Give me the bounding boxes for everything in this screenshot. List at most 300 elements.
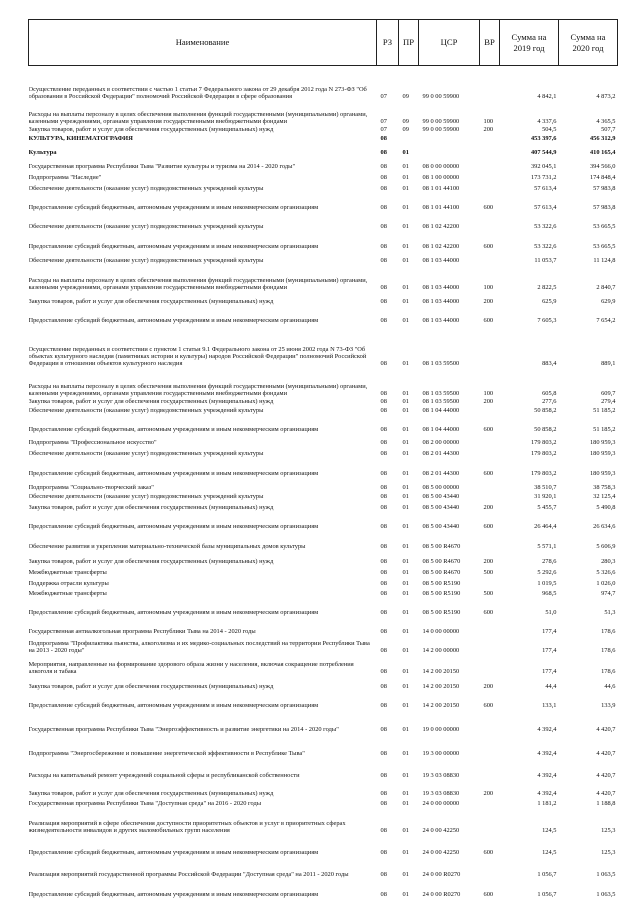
row-rz: 08 bbox=[380, 569, 387, 577]
row-rz: 08 bbox=[380, 185, 387, 193]
row-vr bbox=[480, 531, 500, 551]
row-sum-2020: 38 758,3 bbox=[593, 484, 616, 492]
row-sum-2020: 279,4 bbox=[601, 398, 616, 406]
row-name: Обеспечение деятельности (оказание услуг) подведомственных учреждений культуры bbox=[28, 450, 264, 458]
row-pr: 01 bbox=[402, 772, 409, 780]
table-row bbox=[29, 676, 618, 691]
row-vr bbox=[480, 636, 500, 655]
row-sum-2019: 51,0 bbox=[545, 609, 557, 617]
row-sum-2019: 1 181,2 bbox=[537, 800, 557, 808]
row-rz: 08 bbox=[380, 439, 387, 447]
row-name: Обеспечение деятельности (оказание услуг) подведомственных учреждений культуры bbox=[28, 493, 264, 501]
row-csr: 08 1 03 44000 bbox=[422, 317, 460, 325]
row-csr: 19 3 03 08830 bbox=[422, 790, 460, 798]
row-sum-2019: 625,9 bbox=[542, 298, 557, 306]
row-sum-2020: 51 185,2 bbox=[593, 407, 616, 415]
row-rz: 08 bbox=[380, 871, 387, 879]
row-rz: 08 bbox=[380, 360, 387, 368]
row-name: Подпрограмма "Наследие" bbox=[28, 174, 102, 182]
row-name: Закупка товаров, работ и услуг для обеспечения государственных (муниципальных) нужд bbox=[28, 398, 274, 406]
row-sum-2020: 629,9 bbox=[601, 298, 616, 306]
row-sum-2019: 50 858,2 bbox=[534, 426, 557, 434]
row-csr: 08 1 03 59500 bbox=[422, 398, 460, 406]
table-row bbox=[29, 171, 618, 182]
table-row bbox=[29, 857, 618, 879]
row-pr: 01 bbox=[402, 284, 409, 292]
row-sum-2019: 4 337,6 bbox=[537, 118, 557, 126]
row-name: Предоставление субсидий бюджетным, автономным учреждениям и иным некоммерческим организациям bbox=[28, 426, 319, 434]
row-sum-2019: 179 803,2 bbox=[530, 439, 557, 447]
row-sum-2019: 5 455,7 bbox=[537, 504, 557, 512]
row-rz: 08 bbox=[380, 407, 387, 415]
row-name: Государственная программа Республики Тыва "Развитие культуры и туризма на 2014 - 2020 годы" bbox=[28, 163, 296, 171]
table-row bbox=[29, 588, 618, 598]
table-row bbox=[29, 798, 618, 808]
row-csr: 24 0 00 00000 bbox=[422, 800, 460, 808]
row-csr: 08 1 03 44000 bbox=[422, 257, 460, 265]
row-vr bbox=[480, 406, 500, 415]
row-name: Предоставление субсидий бюджетным, автономным учреждениям и иным некоммерческим организациям bbox=[28, 702, 319, 710]
table-row bbox=[29, 551, 618, 566]
row-rz: 08 bbox=[380, 470, 387, 478]
row-name: Межбюджетные трансферты bbox=[28, 590, 107, 598]
row-vr bbox=[480, 171, 500, 182]
table-row bbox=[29, 101, 618, 126]
row-sum-2020: 26 634,6 bbox=[593, 523, 616, 531]
row-rz: 08 bbox=[380, 750, 387, 758]
row-name: Расходы на выплаты персоналу в целях обеспечения выполнения функций государственными (муниципальными) органами, казенными учреждениями, органами управления государственными внебюджетными фондами bbox=[28, 110, 368, 126]
row-name: Предоставление субсидий бюджетным, автономным учреждениям и иным некоммерческим организациям bbox=[28, 891, 319, 899]
row-name: Государственная программа Республики Тыва "Доступная среда" на 2016 - 2020 годы bbox=[28, 800, 262, 808]
row-vr: 100 bbox=[483, 390, 494, 398]
row-name: Подпрограмма "Социально-творческий заказ" bbox=[28, 484, 154, 492]
table-row bbox=[29, 734, 618, 758]
row-sum-2020: 180 959,3 bbox=[589, 470, 616, 478]
row-pr: 01 bbox=[402, 163, 409, 171]
row-sum-2020: 1 188,8 bbox=[596, 800, 616, 808]
row-vr bbox=[480, 808, 500, 835]
row-pr: 01 bbox=[402, 683, 409, 691]
header-sum-2020: Сумма на 2020 год bbox=[559, 20, 618, 66]
row-sum-2019: 504,5 bbox=[542, 126, 557, 134]
row-vr bbox=[480, 143, 500, 157]
row-name: Предоставление субсидий бюджетным, автономным учреждениям и иным некоммерческим организациям bbox=[28, 523, 319, 531]
row-rz: 08 bbox=[380, 493, 387, 501]
row-sum-2019: 173 731,2 bbox=[530, 174, 557, 182]
row-vr: 200 bbox=[483, 558, 494, 566]
row-rz: 08 bbox=[380, 668, 387, 676]
row-name: Предоставление субсидий бюджетным, автономным учреждениям и иным некоммерческим организациям bbox=[28, 204, 319, 212]
row-name: Государственная антиалкогольная программа Республики Тыва на 2014 - 2020 годы bbox=[28, 628, 256, 636]
row-name: Подпрограмма "Энергосбережение и повышение энергетической эффективности в Республике Тыва" bbox=[28, 750, 305, 758]
row-csr: 08 5 00 R5190 bbox=[422, 580, 461, 588]
row-pr: 01 bbox=[402, 647, 409, 655]
row-pr: 01 bbox=[402, 204, 409, 212]
row-pr: 01 bbox=[402, 298, 409, 306]
row-name: Закупка товаров, работ и услуг для обеспечения государственных (муниципальных) нужд bbox=[28, 790, 274, 798]
row-sum-2020: 125,3 bbox=[601, 849, 616, 857]
row-csr: 08 5 00 43440 bbox=[422, 493, 460, 501]
row-pr: 01 bbox=[402, 257, 409, 265]
row-sum-2020: 5 606,9 bbox=[596, 543, 616, 551]
row-csr: 08 1 00 00000 bbox=[422, 174, 460, 182]
row-name: Предоставление субсидий бюджетным, автономным учреждениям и иным некоммерческим организациям bbox=[28, 470, 319, 478]
budget-table-page bbox=[28, 19, 617, 899]
row-sum-2019: 4 392,4 bbox=[537, 750, 557, 758]
row-vr: 600 bbox=[483, 204, 494, 212]
row-rz: 08 bbox=[380, 849, 387, 857]
row-sum-2020: 2 840,7 bbox=[596, 284, 616, 292]
row-sum-2019: 124,5 bbox=[542, 827, 557, 835]
row-csr: 08 1 03 44000 bbox=[422, 284, 460, 292]
header-rz: РЗ bbox=[377, 20, 399, 66]
row-sum-2020: 32 125,4 bbox=[593, 493, 616, 501]
row-name: Реализация мероприятий государственной программы Российской Федерации "Доступная среда" на 2011 - 2020 годы bbox=[28, 871, 349, 879]
row-rz: 07 bbox=[380, 126, 387, 134]
row-csr: 08 5 00 R4670 bbox=[422, 558, 461, 566]
table-row bbox=[29, 512, 618, 531]
row-rz: 08 bbox=[380, 243, 387, 251]
row-sum-2019: 57 613,4 bbox=[534, 204, 557, 212]
row-sum-2020: 44,6 bbox=[604, 683, 616, 691]
row-sum-2020: 5 490,8 bbox=[596, 504, 616, 512]
row-pr: 01 bbox=[402, 504, 409, 512]
row-rz: 08 bbox=[380, 298, 387, 306]
row-sum-2020: 4 365,5 bbox=[596, 118, 616, 126]
row-rz: 08 bbox=[380, 891, 387, 899]
row-sum-2019: 133,1 bbox=[542, 702, 557, 710]
row-sum-2019: 31 920,1 bbox=[534, 493, 557, 501]
row-rz: 08 bbox=[380, 790, 387, 798]
table-row bbox=[29, 617, 618, 636]
row-sum-2020: 178,6 bbox=[601, 668, 616, 676]
row-csr: 08 2 01 44300 bbox=[422, 470, 460, 478]
row-name: Государственная программа Республики Тыва "Энергоэффективность и развитие энергетики на 2014 - 2020 годы" bbox=[28, 726, 339, 734]
row-csr: 08 0 00 00000 bbox=[422, 163, 460, 171]
row-sum-2019: 53 322,6 bbox=[534, 223, 557, 231]
row-name: Межбюджетные трансферты bbox=[28, 569, 107, 577]
row-rz: 08 bbox=[380, 609, 387, 617]
row-vr bbox=[480, 710, 500, 734]
row-sum-2020: 456 312,9 bbox=[589, 135, 616, 143]
row-vr bbox=[480, 251, 500, 265]
row-pr: 01 bbox=[402, 426, 409, 434]
row-sum-2019: 177,4 bbox=[542, 628, 557, 636]
table-row bbox=[29, 415, 618, 434]
row-sum-2020: 178,6 bbox=[601, 628, 616, 636]
row-csr: 08 1 01 44100 bbox=[422, 204, 460, 212]
row-pr: 01 bbox=[402, 590, 409, 598]
table-row bbox=[29, 251, 618, 265]
row-csr: 99 0 00 59900 bbox=[422, 126, 460, 134]
row-rz: 08 bbox=[380, 772, 387, 780]
table-row bbox=[29, 143, 618, 157]
row-pr: 01 bbox=[402, 628, 409, 636]
table-row bbox=[29, 193, 618, 212]
row-name: Подпрограмма "Профилактика пьянства, алкоголизма и их медико-социальных последствий на территории Республики Тыва на 2013 - 2020 годы" bbox=[28, 639, 370, 655]
row-vr bbox=[480, 447, 500, 458]
table-row bbox=[29, 306, 618, 325]
row-rz: 08 bbox=[380, 726, 387, 734]
row-sum-2020: 133,9 bbox=[601, 702, 616, 710]
row-name: Закупка товаров, работ и услуг для обеспечения государственных (муниципальных) нужд bbox=[28, 126, 274, 134]
row-name: Осуществление переданных в соответствии с частью 1 статьи 7 Федерального закона от 29 декабря 2012 года N 273-ФЗ "Об образовании в Российской Федерации" полномочий Российской Федерации в сфере образования bbox=[28, 85, 367, 101]
table-row bbox=[29, 231, 618, 251]
row-pr: 01 bbox=[402, 668, 409, 676]
row-name: Подпрограмма "Профессиональное искусство" bbox=[28, 439, 157, 447]
row-pr: 01 bbox=[402, 407, 409, 415]
row-sum-2019: 179 803,2 bbox=[530, 470, 557, 478]
row-sum-2020: 410 165,4 bbox=[589, 149, 616, 157]
row-sum-2020: 51,3 bbox=[604, 609, 616, 617]
row-rz: 08 bbox=[380, 504, 387, 512]
row-sum-2020: 180 959,3 bbox=[589, 450, 616, 458]
row-pr: 01 bbox=[402, 790, 409, 798]
table-row bbox=[29, 577, 618, 588]
row-vr: 500 bbox=[483, 569, 494, 577]
row-sum-2019: 124,5 bbox=[542, 849, 557, 857]
row-name: Расходы на выплаты персоналу в целях обеспечения выполнения функций государственными (муниципальными) органами, казенными учреждениями, органами управления государственными внебюджетными фондами bbox=[28, 276, 368, 292]
row-pr: 01 bbox=[402, 800, 409, 808]
row-name: Реализация мероприятий в сфере обеспечения доступности приоритетных объектов и услуг в приоритетных сферах жизнедеятельности инвалидов и других маломобильных групп населения bbox=[28, 819, 346, 835]
row-pr: 01 bbox=[402, 223, 409, 231]
row-sum-2020: 4 420,7 bbox=[596, 790, 616, 798]
row-rz: 07 bbox=[380, 93, 387, 101]
row-sum-2020: 4 873,2 bbox=[596, 93, 616, 101]
row-name: Обеспечение деятельности (оказание услуг) подведомственных учреждений культуры bbox=[28, 407, 264, 415]
row-sum-2020: 11 124,8 bbox=[593, 257, 616, 265]
row-vr bbox=[480, 734, 500, 758]
row-vr: 200 bbox=[483, 790, 494, 798]
row-rz: 08 bbox=[380, 135, 387, 143]
row-rz: 07 bbox=[380, 118, 387, 126]
row-sum-2019: 4 392,4 bbox=[537, 772, 557, 780]
row-csr: 99 0 00 59900 bbox=[422, 118, 460, 126]
row-vr bbox=[480, 134, 500, 143]
table-row bbox=[29, 212, 618, 231]
row-sum-2020: 974,7 bbox=[601, 590, 616, 598]
row-pr: 01 bbox=[402, 484, 409, 492]
row-sum-2019: 1 056,7 bbox=[537, 871, 557, 879]
table-row bbox=[29, 636, 618, 655]
row-name: Закупка товаров, работ и услуг для обеспечения государственных (муниципальных) нужд bbox=[28, 683, 274, 691]
row-sum-2019: 1 019,5 bbox=[537, 580, 557, 588]
row-csr: 99 0 00 59900 bbox=[422, 93, 460, 101]
row-name: Предоставление субсидий бюджетным, автономным учреждениям и иным некоммерческим организациям bbox=[28, 317, 319, 325]
row-sum-2019: 968,5 bbox=[542, 590, 557, 598]
row-sum-2019: 4 392,4 bbox=[537, 790, 557, 798]
row-rz: 08 bbox=[380, 647, 387, 655]
row-sum-2020: 609,7 bbox=[601, 390, 616, 398]
row-name: Расходы на капитальный ремонт учреждений социальной сферы и республиканской собственности bbox=[28, 772, 300, 780]
row-sum-2019: 11 053,7 bbox=[534, 257, 557, 265]
row-name: Осуществление переданных в соответствии с пунктом 1 статьи 9.1 Федерального закона от 25 июня 2002 года N 73-ФЗ "Об объектах культурного наследия (памятниках истории и культуры) народов Российской Федерации" полномочий Российской Федерации в отношении объектов культурного наследия bbox=[28, 345, 367, 368]
row-vr: 600 bbox=[483, 470, 494, 478]
row-vr bbox=[480, 577, 500, 588]
header-vr: ВР bbox=[480, 20, 500, 66]
row-vr bbox=[480, 798, 500, 808]
table-row bbox=[29, 655, 618, 676]
row-csr: 24 0 00 R0270 bbox=[422, 871, 461, 879]
row-sum-2020: 394 566,0 bbox=[589, 163, 616, 171]
row-csr: 14 0 00 00000 bbox=[422, 628, 460, 636]
row-sum-2019: 453 397,6 bbox=[530, 135, 557, 143]
row-name: Предоставление субсидий бюджетным, автономным учреждениям и иным некоммерческим организациям bbox=[28, 609, 319, 617]
row-rz: 08 bbox=[380, 523, 387, 531]
row-pr: 01 bbox=[402, 580, 409, 588]
row-rz: 08 bbox=[380, 317, 387, 325]
row-vr bbox=[480, 478, 500, 492]
row-csr: 08 1 04 44000 bbox=[422, 426, 460, 434]
row-csr: 19 0 00 00000 bbox=[422, 726, 460, 734]
row-pr: 01 bbox=[402, 390, 409, 398]
row-sum-2020: 57 983,8 bbox=[593, 185, 616, 193]
row-pr: 01 bbox=[402, 360, 409, 368]
table-row bbox=[29, 325, 618, 368]
row-csr: 14 2 00 20150 bbox=[422, 702, 460, 710]
row-vr: 600 bbox=[483, 702, 494, 710]
row-sum-2019: 2 822,5 bbox=[537, 284, 557, 292]
row-vr: 600 bbox=[483, 891, 494, 899]
row-csr: 08 1 02 42200 bbox=[422, 243, 460, 251]
row-name: Предоставление субсидий бюджетным, автономным учреждениям и иным некоммерческим организациям bbox=[28, 243, 319, 251]
row-name: Культура bbox=[28, 149, 57, 157]
row-csr: 08 5 00 R5190 bbox=[422, 590, 461, 598]
row-sum-2019: 4 842,1 bbox=[537, 93, 557, 101]
row-pr: 01 bbox=[402, 185, 409, 193]
table-row bbox=[29, 879, 618, 899]
row-pr: 01 bbox=[402, 317, 409, 325]
row-pr: 01 bbox=[402, 493, 409, 501]
table-header bbox=[29, 20, 618, 66]
row-name: Обеспечение деятельности (оказание услуг) подведомственных учреждений культуры bbox=[28, 257, 264, 265]
row-pr: 01 bbox=[402, 149, 409, 157]
row-csr: 08 1 02 42200 bbox=[422, 223, 460, 231]
row-sum-2019: 177,4 bbox=[542, 647, 557, 655]
row-pr: 01 bbox=[402, 174, 409, 182]
row-vr bbox=[480, 655, 500, 676]
row-vr bbox=[480, 182, 500, 193]
row-sum-2019: 278,6 bbox=[542, 558, 557, 566]
row-pr: 01 bbox=[402, 470, 409, 478]
row-csr: 08 5 00 R4670 bbox=[422, 543, 461, 551]
row-csr: 24 0 00 R0270 bbox=[422, 891, 461, 899]
row-csr: 08 5 00 R4670 bbox=[422, 569, 461, 577]
row-sum-2020: 4 420,7 bbox=[596, 772, 616, 780]
row-rz: 08 bbox=[380, 558, 387, 566]
row-name: Мероприятия, направленные на формирование здорового образа жизни у населения, включая сокращение потребления алкоголя и табака bbox=[28, 660, 354, 676]
table-row bbox=[29, 691, 618, 710]
row-vr: 600 bbox=[483, 243, 494, 251]
row-sum-2020: 174 848,4 bbox=[589, 174, 616, 182]
row-csr: 08 5 00 R5190 bbox=[422, 609, 461, 617]
row-sum-2019: 177,4 bbox=[542, 668, 557, 676]
row-rz: 08 bbox=[380, 223, 387, 231]
row-sum-2019: 50 858,2 bbox=[534, 407, 557, 415]
row-csr: 14 2 00 00000 bbox=[422, 647, 460, 655]
row-sum-2020: 1 063,5 bbox=[596, 891, 616, 899]
row-csr: 14 2 00 20150 bbox=[422, 683, 460, 691]
row-rz: 08 bbox=[380, 683, 387, 691]
header-pr: ПР bbox=[399, 20, 419, 66]
row-rz: 08 bbox=[380, 484, 387, 492]
table-row bbox=[29, 710, 618, 734]
row-pr: 01 bbox=[402, 543, 409, 551]
row-pr bbox=[399, 134, 419, 143]
row-rz: 08 bbox=[380, 257, 387, 265]
row-vr: 600 bbox=[483, 523, 494, 531]
row-pr: 01 bbox=[402, 439, 409, 447]
table-body bbox=[29, 66, 618, 899]
row-sum-2019: 57 613,4 bbox=[534, 185, 557, 193]
row-rz: 08 bbox=[380, 163, 387, 171]
row-sum-2020: 51 185,2 bbox=[593, 426, 616, 434]
row-name: Расходы на выплаты персоналу в целях обеспечения выполнения функций государственными (муниципальными) органами, казенными учреждениями, органами управления государственными внебюджетными фондами bbox=[28, 382, 368, 398]
row-csr: 08 1 03 59500 bbox=[422, 360, 460, 368]
row-rz: 08 bbox=[380, 827, 387, 835]
row-csr: 14 2 00 20150 bbox=[422, 668, 460, 676]
row-csr: 08 2 01 44300 bbox=[422, 450, 460, 458]
row-csr: 08 1 04 44000 bbox=[422, 407, 460, 415]
row-sum-2020: 53 665,5 bbox=[593, 223, 616, 231]
row-sum-2019: 4 392,4 bbox=[537, 726, 557, 734]
row-rz: 08 bbox=[380, 702, 387, 710]
row-rz: 08 bbox=[380, 590, 387, 598]
row-vr bbox=[480, 212, 500, 231]
row-vr bbox=[480, 857, 500, 879]
row-csr: 08 5 00 43440 bbox=[422, 523, 460, 531]
row-rz: 08 bbox=[380, 543, 387, 551]
table-row bbox=[29, 531, 618, 551]
row-vr: 100 bbox=[483, 284, 494, 292]
row-sum-2019: 883,4 bbox=[542, 360, 557, 368]
table-row bbox=[29, 157, 618, 171]
row-name: Закупка товаров, работ и услуг для обеспечения государственных (муниципальных) нужд bbox=[28, 558, 274, 566]
row-csr: 08 1 03 44000 bbox=[422, 298, 460, 306]
row-pr: 01 bbox=[402, 750, 409, 758]
row-vr: 200 bbox=[483, 298, 494, 306]
row-sum-2020: 280,3 bbox=[601, 558, 616, 566]
row-pr: 09 bbox=[402, 93, 409, 101]
row-name: Закупка товаров, работ и услуг для обеспечения государственных (муниципальных) нужд bbox=[28, 298, 274, 306]
row-vr bbox=[480, 758, 500, 780]
row-rz: 08 bbox=[380, 580, 387, 588]
row-sum-2020: 1 063,5 bbox=[596, 871, 616, 879]
row-sum-2019: 392 045,1 bbox=[530, 163, 557, 171]
row-rz: 08 bbox=[380, 426, 387, 434]
row-pr: 09 bbox=[402, 126, 409, 134]
row-vr: 200 bbox=[483, 398, 494, 406]
row-name: КУЛЬТУРА, КИНЕМАТОГРАФИЯ bbox=[28, 135, 133, 143]
row-pr: 01 bbox=[402, 523, 409, 531]
table-row bbox=[29, 458, 618, 478]
row-vr: 600 bbox=[483, 849, 494, 857]
header-csr: ЦСР bbox=[419, 20, 480, 66]
table-row bbox=[29, 292, 618, 306]
table-row bbox=[29, 780, 618, 798]
row-vr: 600 bbox=[483, 426, 494, 434]
table-row bbox=[29, 406, 618, 415]
table-row bbox=[29, 447, 618, 458]
row-pr: 01 bbox=[402, 243, 409, 251]
table-row bbox=[29, 368, 618, 398]
row-pr: 01 bbox=[402, 702, 409, 710]
table-row bbox=[29, 134, 618, 143]
table-row bbox=[29, 758, 618, 780]
row-vr: 200 bbox=[483, 126, 494, 134]
row-pr: 01 bbox=[402, 569, 409, 577]
row-pr: 09 bbox=[402, 118, 409, 126]
